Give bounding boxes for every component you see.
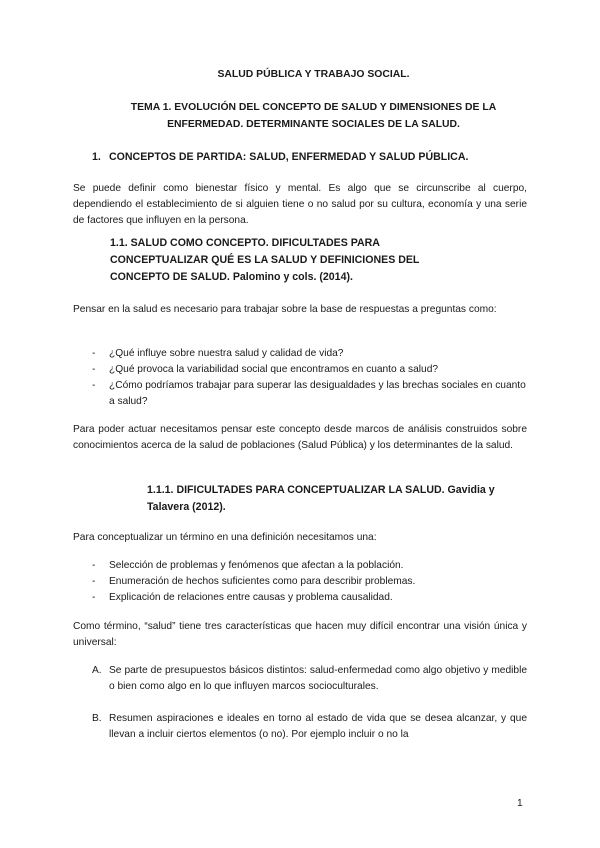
list-item bbox=[92, 378, 527, 410]
characteristic-text: Resumen aspiraciones e ideales en torno al estado de vida que se desea alcanzar, y que llevan a incluir ciertos elementos (o no). Por ejemplo incluir o no la bbox=[109, 713, 527, 740]
bullet-dash: - bbox=[92, 348, 96, 359]
topic-heading-line-2: ENFERMEDAD. DETERMINANTE SOCIALES DE LA SALUD. bbox=[167, 119, 460, 130]
bullet-dash: - bbox=[92, 364, 96, 375]
paragraph-definition-needs: Para conceptualizar un término en una definición necesitamos una: bbox=[73, 532, 377, 543]
requirement-text: Explicación de relaciones entre causas y problema causalidad. bbox=[109, 592, 393, 603]
list-item bbox=[92, 558, 527, 574]
bullet-dash: - bbox=[92, 576, 96, 587]
bullet-dash: - bbox=[92, 560, 96, 571]
subsection-1-1-1-line-1: 1.1.1. DIFICULTADES PARA CONCEPTUALIZAR LA SALUD. Gavidia y bbox=[147, 484, 495, 496]
paragraph-questions-intro: Pensar en la salud es necesario para trabajar sobre la base de respuestas a preguntas como: bbox=[73, 304, 497, 315]
section-title: CONCEPTOS DE PARTIDA: SALUD, ENFERMEDAD Y SALUD PÚBLICA. bbox=[109, 151, 469, 163]
requirement-text: Selección de problemas y fenómenos que afectan a la población. bbox=[109, 560, 404, 571]
question-text: ¿Qué influye sobre nuestra salud y calidad de vida? bbox=[109, 348, 344, 359]
section-1-heading bbox=[92, 149, 468, 166]
list-item bbox=[92, 711, 527, 743]
requirement-text: Enumeración de hechos suficientes como para describir problemas. bbox=[109, 576, 416, 587]
subsection-1-1-1-line-2: Talavera (2012). bbox=[147, 501, 226, 513]
section-number: 1. bbox=[92, 151, 101, 163]
list-letter: B. bbox=[92, 713, 102, 724]
list-letter: A. bbox=[92, 665, 102, 676]
subsection-1-1-line-3: CONCEPTO DE SALUD. Palomino y cols. (2014). bbox=[110, 271, 353, 283]
question-text: ¿Cómo podríamos trabajar para superar las desigualdades y las brechas sociales en cuanto a salud? bbox=[109, 380, 526, 407]
bullet-dash: - bbox=[92, 592, 96, 603]
subsection-1-1-line-1: 1.1. SALUD COMO CONCEPTO. DIFICULTADES PARA bbox=[110, 237, 380, 249]
list-item bbox=[92, 590, 527, 606]
bullet-dash: - bbox=[92, 380, 96, 391]
subsection-1-1-line-2: CONCEPTUALIZAR QUÉ ES LA SALUD Y DEFINICIONES DEL bbox=[110, 254, 420, 266]
list-item bbox=[92, 663, 527, 695]
page-number: 1 bbox=[517, 798, 523, 809]
document-title: SALUD PÚBLICA Y TRABAJO SOCIAL. bbox=[217, 69, 410, 80]
list-item bbox=[92, 346, 527, 362]
paragraph-analysis-frames: Para poder actuar necesitamos pensar este concepto desde marcos de análisis construidos sobre conocimientos acerca de la salud de poblaciones (Salud Pública) y los determinantes de la salud. bbox=[73, 424, 527, 451]
question-text: ¿Qué provoca la variabilidad social que encontramos en cuanto a salud? bbox=[109, 364, 439, 375]
list-item bbox=[92, 574, 527, 590]
list-item bbox=[92, 362, 527, 378]
paragraph-definition: Se puede definir como bienestar físico y mental. Es algo que se circunscribe al cuerpo, dependiendo el establecimiento de si alguien tiene o no salud por su cultura, economía y una serie de factores que influyen en la persona. bbox=[73, 183, 527, 226]
characteristic-text: Se parte de presupuestos básicos distintos: salud-enfermedad como algo objetivo y medible o bien como algo en lo que influyen marcos socioculturales. bbox=[109, 665, 527, 692]
paragraph-characteristics-intro: Como término, “salud” tiene tres características que hacen muy difícil encontrar una visión única y universal: bbox=[73, 621, 527, 648]
topic-heading-line-1: TEMA 1. EVOLUCIÓN DEL CONCEPTO DE SALUD Y DIMENSIONES DE LA bbox=[130, 102, 497, 113]
